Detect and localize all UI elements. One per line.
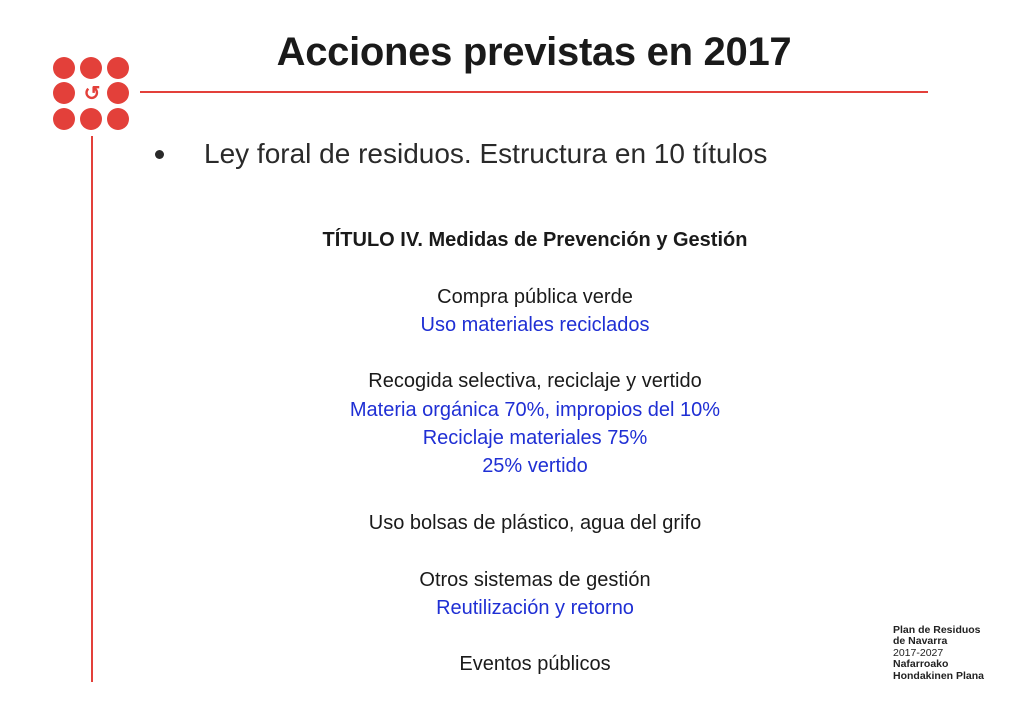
logo-line: Nafarroako	[893, 658, 949, 671]
content-block	[250, 226, 820, 679]
logo-line: Hondakinen Plana	[893, 669, 985, 682]
content-line: Uso bolsas de plástico, agua del grifo	[368, 511, 702, 534]
content-line	[250, 339, 820, 367]
content-line: Recogida selectiva, reciclaje y vertido	[368, 370, 702, 393]
content-line	[250, 537, 820, 565]
logo-line: Plan de Residuos	[893, 624, 981, 636]
content-line: Compra pública verde	[437, 285, 633, 308]
content-line: Materia orgánica 70%, impropios del 10%	[349, 398, 721, 421]
content-line: Eventos públicos	[459, 653, 611, 676]
logo-line: de Navarra	[893, 635, 948, 648]
content-line: 25% vertido	[482, 455, 588, 478]
section-heading: TÍTULO IV. Medidas de Prevención y Gestión	[322, 229, 748, 251]
content-line: Reutilización y retorno	[436, 596, 634, 619]
bullet-dot-icon	[155, 150, 164, 159]
logo-years: 2017-2027	[893, 646, 944, 659]
plan-residuos-logo	[893, 625, 984, 682]
title-underline	[140, 91, 928, 93]
content-line: Reciclaje materiales 75%	[422, 427, 648, 450]
content-line	[250, 622, 820, 650]
bullet-point	[155, 138, 767, 170]
slide-title: Acciones previstas en 2017	[276, 30, 792, 74]
content-line: Uso materiales reciclados	[420, 313, 650, 336]
bullet-text: Ley foral de residuos. Estructura en 10 títulos	[204, 138, 768, 169]
content-line	[250, 481, 820, 509]
vertical-rule	[91, 136, 93, 682]
recycle-arrows-icon: ↺	[83, 83, 101, 105]
spacer-line	[250, 254, 820, 282]
content-line: Otros sistemas de gestión	[419, 568, 651, 591]
